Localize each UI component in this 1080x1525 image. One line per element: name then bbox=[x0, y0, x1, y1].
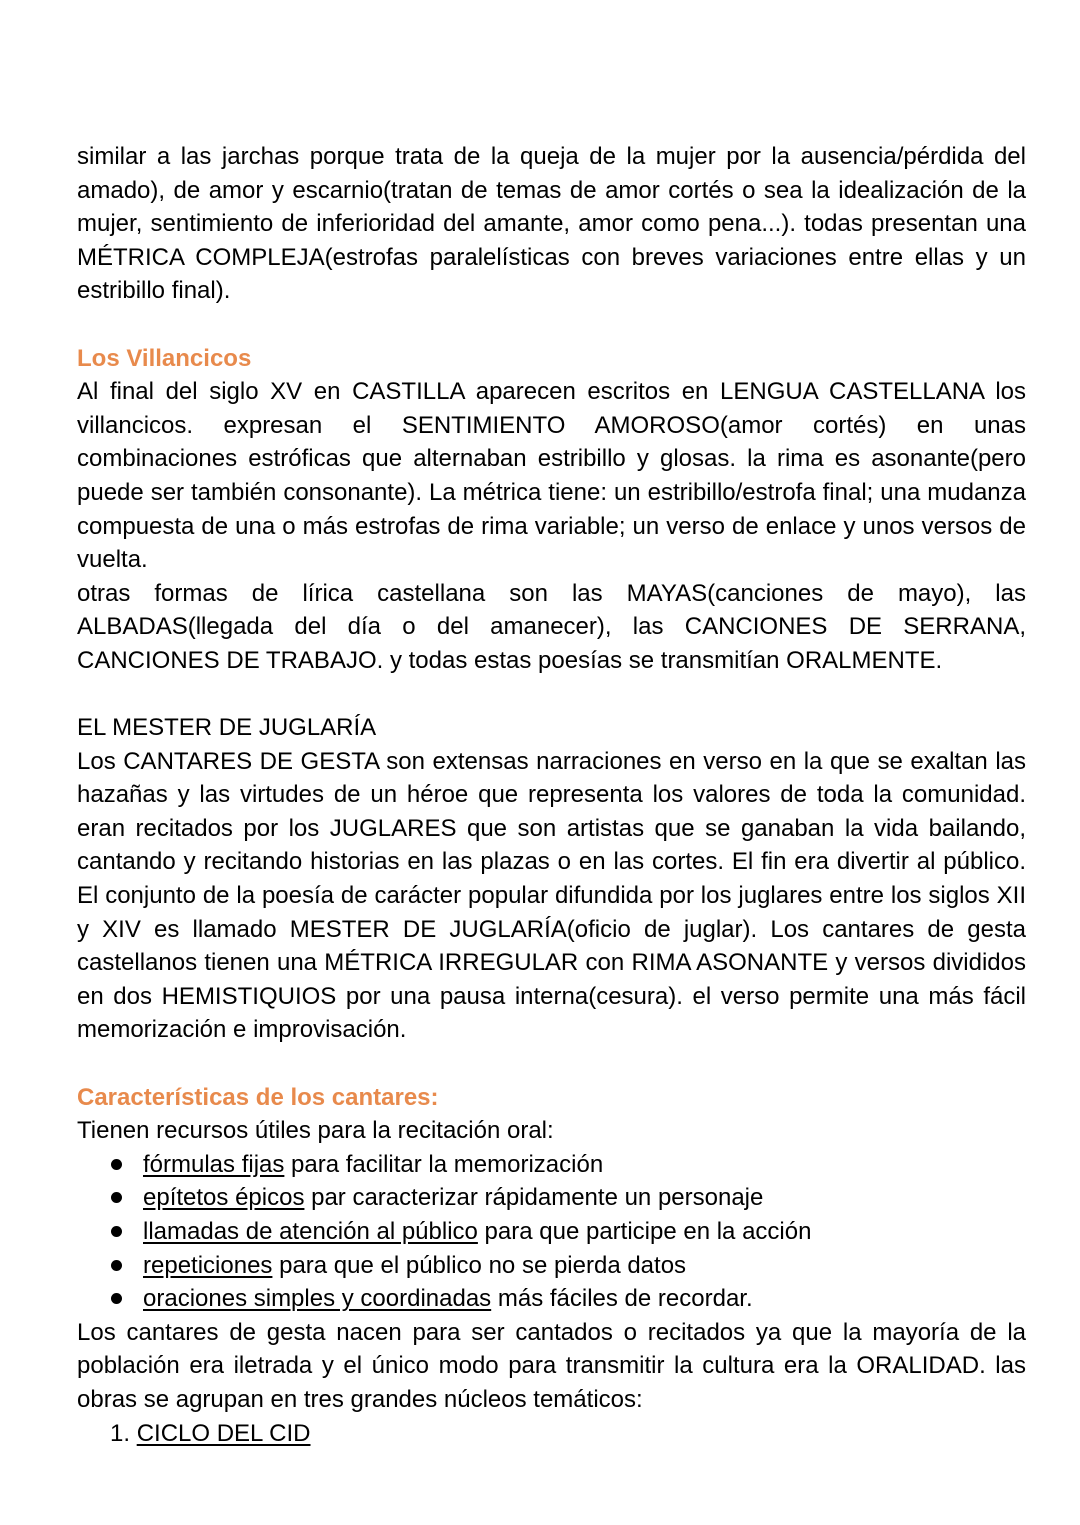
list-item bbox=[77, 1181, 1026, 1215]
list-item-term: fórmulas fijas bbox=[143, 1150, 285, 1178]
mester-paragraph: Los CANTARES DE GESTA son extensas narraciones en verso en la que se exaltan las hazañas y las virtudes de un héroe que representa los valores de toda la comunidad. eran recitados por los JUGLARES que son artistas que se ganaban la vida bailando, cantando y recitando historias en las plazas o en las cortes. El fin era divertir al público. El conjunto de la poesía de carácter popular difundida por los juglares entre los siglos XII y XIV es llamado MESTER DE JUGLARÍA(oficio de juglar). Los cantares de gesta castellanos tienen una MÉTRICA IRREGULAR con RIMA ASONANTE y versos divididos en dos HEMISTIQUIOS por una pausa interna(cesura). el verso permite una más fácil memorización e improvisación. bbox=[77, 747, 1026, 1044]
list-item-term: repeticiones bbox=[143, 1251, 273, 1279]
document-page bbox=[77, 140, 1026, 1450]
other-forms-paragraph: otras formas de lírica castellana son las MAYAS(canciones de mayo), las ALBADAS(llegada del día o del amanecer), las CANCIONES DE SERRANA, CANCIONES DE TRABAJO. y todas estas poesías se transmitían ORALMENTE. bbox=[77, 579, 1026, 674]
spacer bbox=[77, 1047, 1026, 1081]
spacer bbox=[77, 308, 1026, 342]
caracteristicas-intro: Tienen recursos útiles para la recitación oral: bbox=[77, 1117, 554, 1145]
list-item bbox=[77, 1215, 1026, 1249]
villancicos-paragraph: Al final del siglo XV en CASTILLA aparecen escritos en LENGUA CASTELLANA los villancicos. expresan el SENTIMIENTO AMOROSO(amor cortés) en unas combinaciones estróficas que alternaban estribillo y glosas. la rima es asonante(pero puede ser también consonante). La métrica tiene: un estribillo/estrofa final; una mudanza compuesta de una o más estrofas de rima variable; un verso de enlace y unos versos de vuelta. bbox=[77, 378, 1026, 574]
list-item-text: para que participe en la acción bbox=[477, 1218, 812, 1245]
closing-paragraph: Los cantares de gesta nacen para ser cantados o recitados ya que la mayoría de la población era iletrada y el único modo para transmitir la cultura era la ORALIDAD. las obras se agrupan en tres grandes núcleos temáticos: bbox=[77, 1318, 1026, 1413]
list-item-label: CICLO DEL CID bbox=[136, 1419, 311, 1447]
bullet-icon bbox=[111, 1260, 122, 1271]
list-item-text: para que el público no se pierda datos bbox=[272, 1251, 687, 1279]
list-item-text: para facilitar la memorización bbox=[284, 1150, 604, 1178]
list-item-text: par caracterizar rápidamente un personaje bbox=[304, 1184, 764, 1212]
intro-paragraph: similar a las jarchas porque trata de la queja de la mujer por la ausencia/pérdida del amado), de amor y escarnio(tratan de temas de amor cortés o sea la idealización de la mujer, sentimiento de inferioridad del amante, amor como pena...). todas presentan una MÉTRICA COMPLEJA(estrofas paralelísticas con breves variaciones entre ellas y un estribillo final). bbox=[77, 143, 1026, 305]
list-item bbox=[77, 1148, 1026, 1182]
list-item-text: más fáciles de recordar. bbox=[491, 1285, 753, 1313]
list-item bbox=[77, 1249, 1026, 1283]
caracteristicas-heading: Características de los cantares: bbox=[77, 1083, 439, 1111]
bullet-icon bbox=[111, 1293, 122, 1304]
list-item-term: oraciones simples y coordinadas bbox=[143, 1285, 492, 1313]
mester-heading: EL MESTER DE JUGLARÍA bbox=[77, 714, 377, 742]
list-item-term: llamadas de atención al público bbox=[143, 1218, 478, 1245]
bullet-icon bbox=[111, 1226, 122, 1237]
bullet-icon bbox=[111, 1192, 122, 1203]
recursos-list bbox=[77, 1148, 1026, 1316]
bullet-icon bbox=[111, 1159, 122, 1170]
list-item bbox=[77, 1417, 1026, 1451]
cycles-list bbox=[77, 1417, 1026, 1451]
list-item-term: epítetos épicos bbox=[143, 1184, 305, 1212]
spacer bbox=[77, 678, 1026, 712]
list-item bbox=[77, 1282, 1026, 1316]
list-item-number: 1. bbox=[110, 1419, 131, 1447]
villancicos-heading: Los Villancicos bbox=[77, 344, 252, 372]
